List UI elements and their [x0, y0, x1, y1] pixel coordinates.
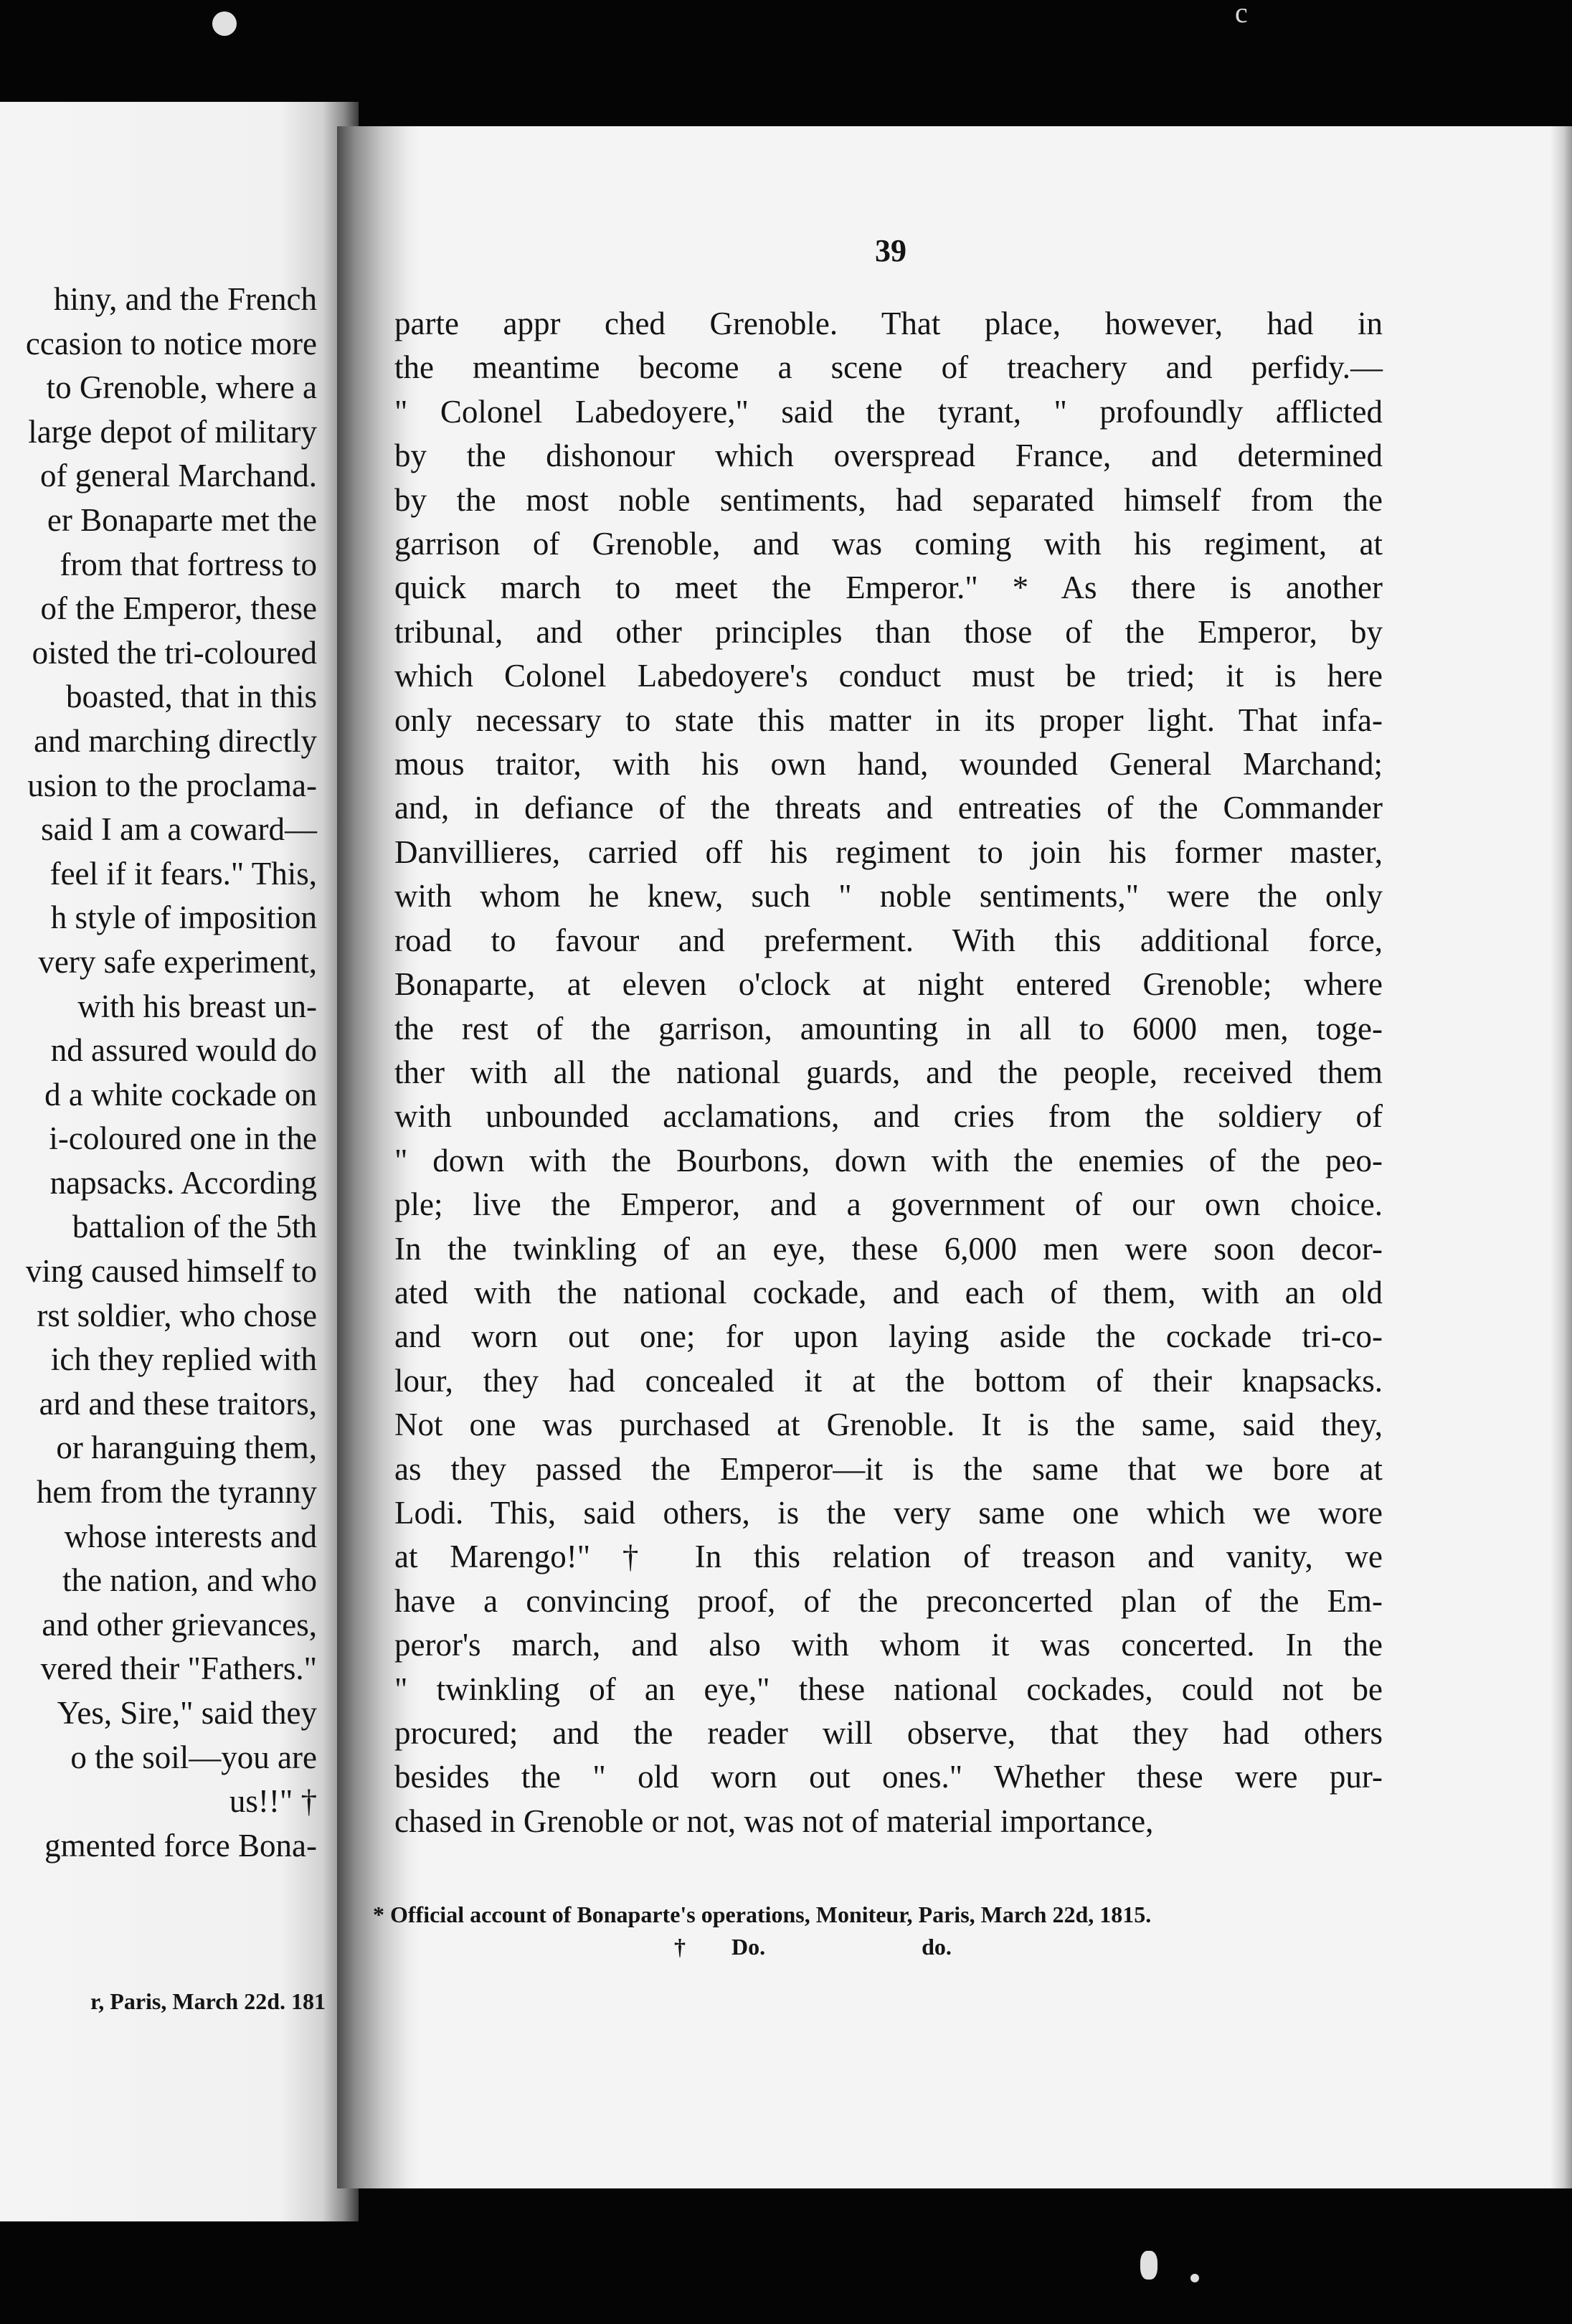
- left-page-line: er Bonaparte met the: [47, 501, 317, 538]
- left-page-line: vered their "Fathers.": [40, 1650, 317, 1687]
- left-page-line: large depot of military: [28, 413, 317, 450]
- body-line: In the twinkling of an eye, these 6,000 men were soon decor-: [394, 1230, 1383, 1267]
- body-line: " twinkling of an eye," these national cockades, could not be: [394, 1671, 1383, 1707]
- body-line: as they passed the Emperor—it is the same that we bore at: [394, 1450, 1383, 1487]
- left-page-line: us!!" †: [229, 1783, 317, 1820]
- left-page-line: ich they replied with: [50, 1341, 317, 1378]
- left-page-line: ard and these traitors,: [39, 1385, 317, 1422]
- footnotes: [373, 1902, 1370, 1960]
- page-edge-shadow: [1550, 126, 1572, 2188]
- body-line: ated with the national cockade, and each of them, with an old: [394, 1274, 1383, 1310]
- left-page-text: [0, 278, 317, 1868]
- page-body-text: [394, 302, 1383, 1843]
- left-page-line: usion to the proclama-: [27, 767, 317, 803]
- body-line: Danvillieres, carried off his regiment to join his former master,: [394, 833, 1383, 870]
- left-page-line: nd assured would do: [50, 1032, 317, 1069]
- left-page-line: and other grievances,: [42, 1606, 317, 1643]
- body-line: tribunal, and other principles than those of the Emperor, by: [394, 613, 1383, 650]
- footnote-dagger: †: [674, 1934, 686, 1960]
- left-page-line: napsacks. According: [49, 1164, 317, 1201]
- left-page-line: gmented force Bona-: [44, 1827, 317, 1864]
- left-page-line: d a white cockade on: [44, 1076, 317, 1113]
- footnote-do: Do.: [731, 1934, 766, 1960]
- body-line: and worn out one; for upon laying aside the cockade tri-co-: [394, 1318, 1383, 1355]
- left-page-line: rst soldier, who chose: [37, 1297, 317, 1333]
- left-page-line: feel if it fears." This,: [49, 855, 317, 892]
- left-page-line: whose interests and: [64, 1518, 317, 1554]
- left-page-line: very safe experiment,: [38, 943, 317, 980]
- left-page-line: said I am a coward—: [41, 811, 317, 848]
- left-page-footnote: r, Paris, March 22d. 181: [90, 1988, 326, 2014]
- body-line: " down with the Bourbons, down with the enemies of the peo-: [394, 1142, 1383, 1178]
- body-line: " Colonel Labedoyere," said the tyrant, " profoundly afflicted: [394, 393, 1383, 430]
- body-line: ple; live the Emperor, and a government of our own choice.: [394, 1186, 1383, 1223]
- body-line: with unbounded acclamations, and cries from the soldiery of: [394, 1098, 1383, 1135]
- left-page-line: hiny, and the French: [54, 281, 317, 317]
- body-line: and, in defiance of the threats and entreaties of the Commander: [394, 790, 1383, 826]
- left-page-line: with his breast un-: [77, 988, 317, 1024]
- left-page-line: battalion of the 5th: [72, 1209, 317, 1245]
- left-page-line: the nation, and who: [62, 1562, 317, 1599]
- body-line: Not one was purchased at Grenoble. It is the same, said they,: [394, 1407, 1383, 1443]
- body-line: garrison of Grenoble, and was coming with his regiment, at: [394, 526, 1383, 562]
- left-page-line: from that fortress to: [60, 546, 317, 582]
- left-page-line: or haranguing them,: [56, 1430, 317, 1466]
- body-line: parte appr ched Grenoble. That place, however, had in: [394, 306, 1383, 341]
- left-page-line: and marching directly: [34, 722, 317, 759]
- left-page-line: o the soil—you are: [70, 1739, 317, 1775]
- left-page: [0, 102, 359, 2221]
- body-line: road to favour and preferment. With this additional force,: [394, 922, 1383, 958]
- left-page-line: ccasion to notice more: [25, 325, 317, 362]
- body-line: the meantime become a scene of treachery and perfidy.—: [394, 349, 1383, 386]
- left-page-line: i-coloured one in the: [49, 1120, 317, 1157]
- body-line: mous traitor, with his own hand, wounded General Marchand;: [394, 746, 1383, 783]
- footnote-1: * Official account of Bonaparte's operations, Moniteur, Paris, March 22d, 1815.: [373, 1902, 1152, 1927]
- body-line: by the dishonour which overspread France, and determined: [394, 438, 1383, 474]
- body-line: only necessary to state this matter in its proper light. That infa-: [394, 702, 1383, 738]
- left-page-line: boasted, that in this: [66, 679, 317, 715]
- body-line: Bonaparte, at eleven o'clock at night entered Grenoble; where: [394, 966, 1383, 1003]
- body-line: lour, they had concealed it at the bottom of their knapsacks.: [394, 1362, 1383, 1399]
- footnote-do-2: do.: [922, 1934, 952, 1960]
- footnote-2: [373, 1934, 1370, 1960]
- scan-speck: [1140, 2251, 1157, 2280]
- body-line: which Colonel Labedoyere's conduct must be tried; it is here: [394, 658, 1383, 694]
- left-page-line: Yes, Sire," said they: [57, 1695, 317, 1731]
- body-line: at Marengo!" † In this relation of treason and vanity, we: [394, 1539, 1383, 1575]
- body-line: the rest of the garrison, amounting in all to 6000 men, toge-: [394, 1010, 1383, 1047]
- body-line: quick march to meet the Emperor." * As there is another: [394, 570, 1383, 606]
- page-number: 39: [875, 233, 906, 268]
- body-line: have a convincing proof, of the preconcerted plan of the Em-: [394, 1582, 1383, 1619]
- left-page-line: hem from the tyranny: [36, 1474, 317, 1511]
- right-page: [337, 126, 1572, 2188]
- left-page-line: oisted the tri-coloured: [32, 634, 317, 671]
- left-page-line: ving caused himself to: [25, 1253, 317, 1290]
- left-page-line: of general Marchand.: [39, 458, 317, 494]
- body-line: chased in Grenoble or not, was not of material importance,: [394, 1803, 1154, 1839]
- scan-edge-mark: c: [1235, 0, 1248, 29]
- body-line: peror's march, and also with whom it was concerted. In the: [394, 1627, 1383, 1663]
- body-line: Lodi. This, said others, is the very same one which we wore: [394, 1494, 1383, 1531]
- left-page-line: to Grenoble, where a: [46, 369, 317, 406]
- scan-speck: [1190, 2274, 1199, 2282]
- body-line: procured; and the reader will observe, that they had others: [394, 1715, 1383, 1751]
- body-line: by the most noble sentiments, had separated himself from the: [394, 481, 1383, 518]
- left-page-line: of the Emperor, these: [40, 590, 317, 627]
- scan-speck: [212, 11, 237, 36]
- left-page-line: h style of imposition: [50, 899, 317, 936]
- body-line: ther with all the national guards, and the people, received them: [394, 1054, 1383, 1090]
- body-line: with whom he knew, such " noble sentiments," were the only: [394, 878, 1383, 915]
- body-line: besides the " old worn out ones." Whether these were pur-: [394, 1759, 1383, 1795]
